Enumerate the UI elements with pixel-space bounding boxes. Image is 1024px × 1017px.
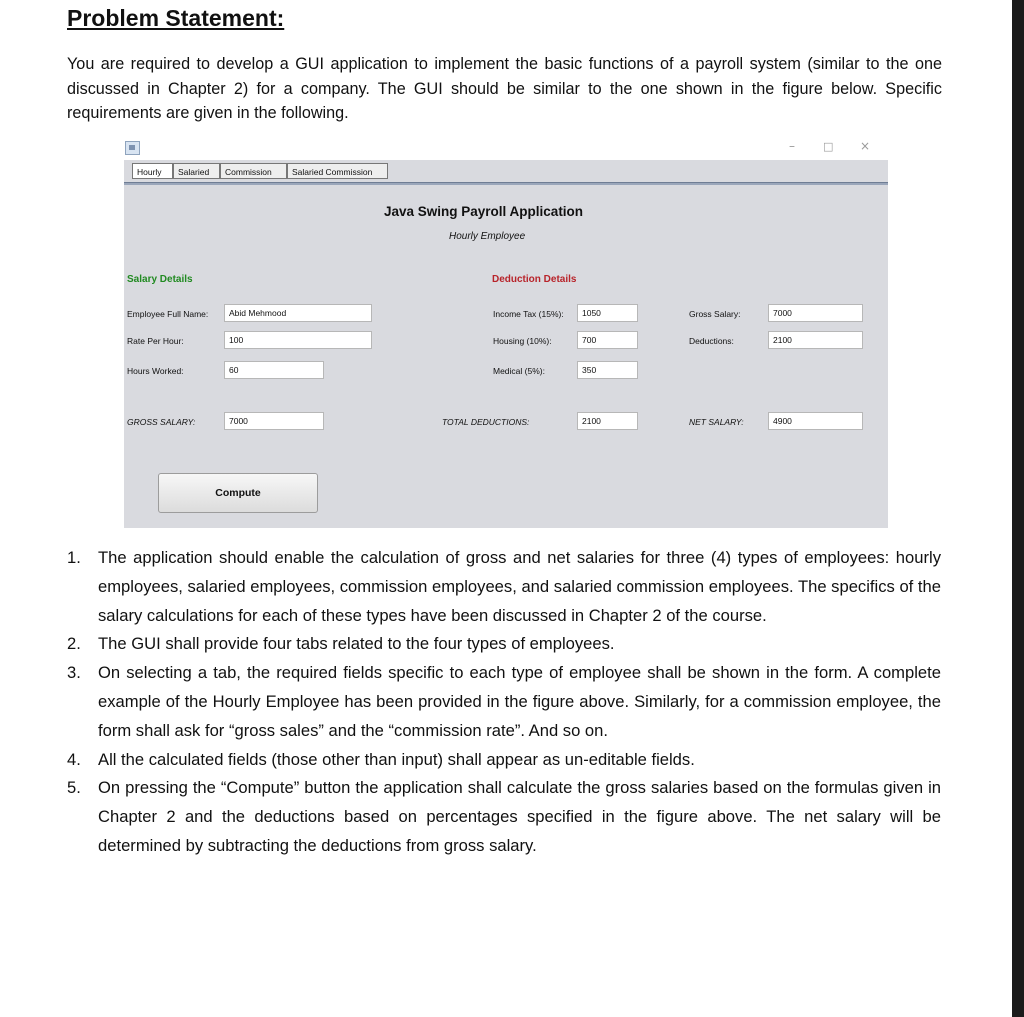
income-tax-label: Income Tax (15%):	[493, 309, 564, 319]
requirement-item	[67, 659, 941, 745]
hours-label: Hours Worked:	[127, 366, 184, 376]
hourly-panel	[124, 185, 888, 528]
medical-label: Medical (5%):	[493, 366, 545, 376]
salary-details-heading: Salary Details	[127, 274, 193, 285]
requirement-number: 2.	[67, 634, 81, 654]
requirement-text: On pressing the “Compute” button the application shall calculate the gross salaries based on the formulas given in Chapter 2 and the deductions based on percentages specified in the figure above. The net salary will be determined by subtracting the deductions from gross salary.	[98, 778, 941, 855]
requirement-number: 5.	[67, 778, 81, 798]
requirement-item	[67, 630, 941, 659]
requirement-text: All the calculated fields (those other than input) shall appear as un-editable fields.	[98, 749, 695, 769]
requirements-list	[67, 544, 941, 861]
requirement-number: 3.	[67, 663, 81, 683]
window-title-bar	[120, 136, 888, 160]
requirement-text: The GUI shall provide four tabs related to the four types of employees.	[98, 634, 615, 654]
income-tax-field: 1050	[577, 304, 638, 322]
payroll-app-figure	[120, 136, 888, 528]
full-name-label: Employee Full Name:	[127, 309, 209, 319]
deductions-label: Deductions:	[689, 336, 734, 346]
tab-hourly[interactable]: Hourly	[132, 163, 173, 179]
intro-paragraph: You are required to develop a GUI application to implement the basic functions of a payroll system (similar to the one discussed in Chapter 2) for a company. The GUI should be similar to the one shown in the figure below. Specific requirements are given in the following.	[67, 55, 942, 122]
housing-field: 700	[577, 331, 638, 349]
tab-salaried[interactable]: Salaried	[173, 163, 220, 179]
gross-salary-label: Gross Salary:	[689, 309, 741, 319]
maximize-icon[interactable]: □	[823, 140, 834, 153]
app-subtitle: Hourly Employee	[449, 231, 526, 242]
total-deductions-field: 2100	[577, 412, 638, 430]
total-deductions-label: TOTAL DEDUCTIONS:	[442, 417, 530, 427]
requirement-number: 1.	[67, 548, 81, 567]
rate-field[interactable]: 100	[224, 331, 372, 349]
gross-total-field: 7000	[224, 412, 324, 430]
compute-button[interactable]: Compute	[158, 473, 318, 513]
deductions-field: 2100	[768, 331, 863, 349]
net-salary-field: 4900	[768, 412, 863, 430]
gross-total-label: GROSS SALARY:	[127, 417, 196, 427]
page-edge-bar	[1012, 0, 1024, 1017]
hours-field[interactable]: 60	[224, 361, 324, 379]
deduction-details-heading: Deduction Details	[492, 274, 577, 285]
rate-label: Rate Per Hour:	[127, 336, 184, 346]
requirement-text: On selecting a tab, the required fields specific to each type of employee shall be shown in the form. A complete example of the Hourly Employee has been provided in the figure above. Similarly, for a commission employee, the form shall ask for “gross sales” and the “commission rate”. And so on.	[98, 663, 941, 740]
java-app-icon	[125, 141, 140, 155]
medical-field: 350	[577, 361, 638, 379]
requirement-text: The application should enable the calculation of gross and net salaries for three (4) types of employees: hourly employees, salaried employees, commission employees, and salaried commission employees. The specifics of the salary calculations for each of these types have been discussed in Chapter 2 of the course.	[98, 548, 941, 625]
tab-commission[interactable]: Commission	[220, 163, 287, 179]
requirement-number: 4.	[67, 749, 81, 769]
app-title: Java Swing Payroll Application	[384, 204, 584, 219]
requirement-item	[67, 774, 941, 860]
net-salary-label: NET SALARY:	[689, 417, 744, 427]
requirement-item	[67, 544, 941, 630]
employee-tabs	[124, 160, 888, 183]
requirement-item	[67, 746, 941, 775]
full-name-field[interactable]: Abid Mehmood	[224, 304, 372, 322]
close-icon[interactable]: ×	[860, 139, 871, 153]
heading: Problem Statement:	[67, 5, 285, 31]
housing-label: Housing (10%):	[493, 336, 552, 346]
gross-salary-field: 7000	[768, 304, 863, 322]
tab-salaried-commission[interactable]: Salaried Commission	[287, 163, 388, 179]
minimize-icon[interactable]: –	[789, 139, 795, 153]
